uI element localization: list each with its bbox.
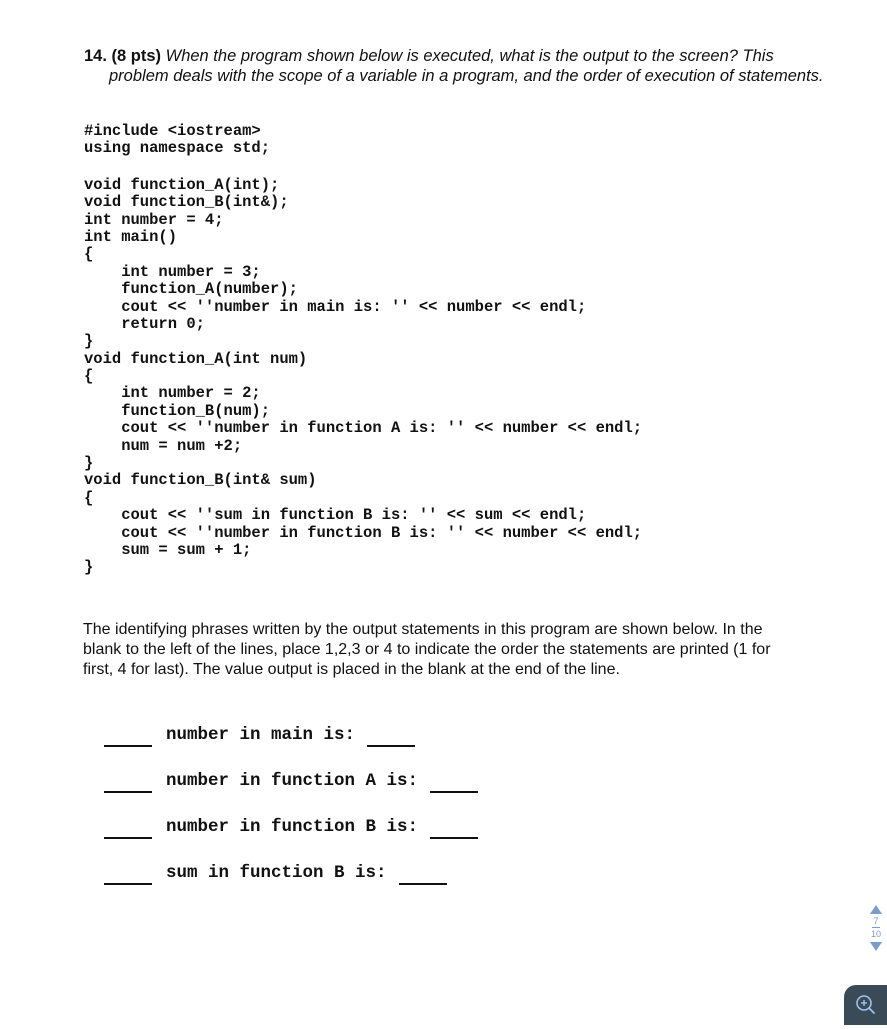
question-number: 14. [84,47,107,65]
code-line: } [84,558,94,577]
question-points: (8 pts) [111,47,162,65]
code-line: cout << ''number in function B is: '' << number << endl; [84,523,643,542]
order-blank[interactable] [104,863,152,885]
code-line: void function_A(int num) [84,349,308,368]
code-line: int main() [84,227,178,246]
page-current: 7 [873,916,879,926]
value-blank[interactable] [430,771,478,793]
answer-line-function-b-number [83,791,478,837]
order-blank[interactable] [104,817,152,839]
answer-phrase: number in function B is: [166,817,419,837]
code-line: int number = 4; [84,210,224,229]
order-blank[interactable] [104,725,152,747]
code-line: int number = 2; [84,384,261,403]
zoom-button[interactable] [844,985,887,1025]
code-line: cout << ''sum in function B is: '' << sum << endl; [84,506,587,525]
answer-line-function-a [83,745,478,791]
answer-line-function-b-sum [83,837,447,883]
page-total: 10 [870,929,881,939]
answer-phrase: number in main is: [166,725,356,745]
order-blank[interactable] [104,771,152,793]
triangle-down-icon[interactable] [870,942,882,951]
question-text-block [84,46,824,86]
zoom-in-icon [844,985,887,1025]
code-line: function_A(number); [84,280,298,299]
code-line: { [84,245,94,264]
code-line: sum = sum + 1; [84,540,252,559]
code-block-includes [84,123,844,158]
code-line: void function_A(int); [84,175,280,194]
instructions-text: The identifying phrases written by the output statements in this program are shown below. In the blank to the left of the lines, place 1,2,3 or 4 to indicate the order the statements are printed (1 for first, 4 for last). The value output is placed in the blank at the end of the line. [83,621,771,678]
value-blank[interactable] [430,817,478,839]
answer-line-main [83,699,415,745]
code-line: using namespace std; [84,139,271,158]
page-navigator [866,905,886,951]
code-line: num = num +2; [84,436,243,455]
code-line: #include <iostream> [84,122,261,140]
value-blank[interactable] [399,863,447,885]
triangle-up-icon[interactable] [870,905,882,914]
page-separator [872,927,880,928]
answer-phrase: sum in function B is: [166,863,387,883]
code-line: } [84,332,94,351]
code-line: cout << ''number in main is: '' << number << endl; [84,297,587,316]
code-line: } [84,454,94,473]
code-line: return 0; [84,314,205,333]
code-listing [84,123,844,577]
code-line: { [84,367,94,386]
question-text: When the program shown below is executed, what is the output to the screen? This problem deals with the scope of a variable in a program, and the order of execution of statements. [109,47,824,85]
code-line: function_B(num); [84,401,271,420]
code-line: cout << ''number in function A is: '' << number << endl; [84,419,643,438]
value-blank[interactable] [367,725,415,747]
answer-phrase: number in function A is: [166,771,419,791]
code-line: int number = 3; [84,262,261,281]
question-header [84,46,824,86]
code-line: void function_B(int& sum) [84,471,317,490]
code-line: void function_B(int&); [84,193,289,212]
code-block-program [84,177,844,577]
code-line: { [84,488,94,507]
